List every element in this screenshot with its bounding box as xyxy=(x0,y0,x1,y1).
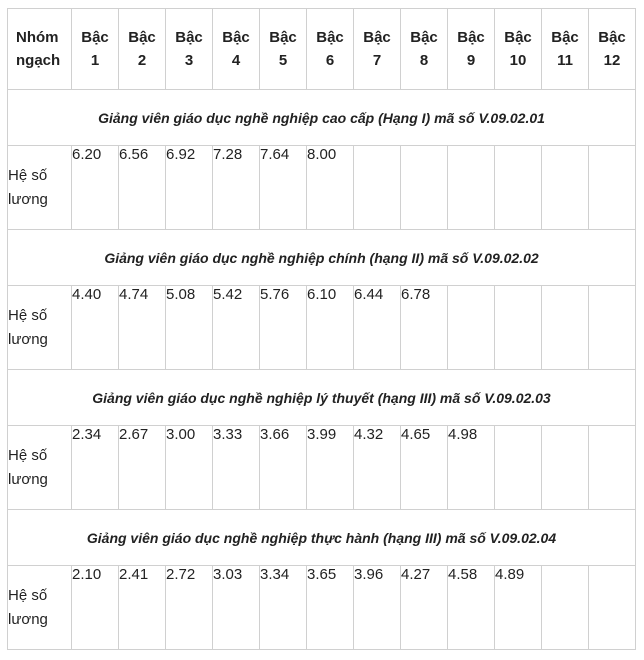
row-label-text: lương xyxy=(8,610,48,628)
coefficient-cell: 2.10 xyxy=(72,566,119,650)
header-number: 6 xyxy=(325,52,335,69)
coefficient-cell xyxy=(589,286,636,370)
header-text: Bậc xyxy=(316,29,344,46)
coefficient-cell xyxy=(589,566,636,650)
header-text: Bậc xyxy=(175,29,203,46)
salary-table xyxy=(7,8,636,650)
header-row xyxy=(8,9,636,90)
coefficient-cell: 6.10 xyxy=(307,286,354,370)
coefficient-cell: 4.74 xyxy=(119,286,166,370)
row-label-text: Hệ số xyxy=(8,446,48,464)
section-title: Giảng viên giáo dục nghề nghiệp lý thuyết (hạng III) mã số V.09.02.03 xyxy=(8,370,636,426)
header-cell-step-3 xyxy=(166,9,213,90)
coefficient-cell xyxy=(448,146,495,230)
section-title: Giảng viên giáo dục nghề nghiệp thực hành (hạng III) mã số V.09.02.04 xyxy=(8,510,636,566)
row-label-text: Hệ số xyxy=(8,586,48,604)
header-cell-step-8 xyxy=(401,9,448,90)
row-label xyxy=(8,566,72,650)
row-label xyxy=(8,286,72,370)
coefficient-cell: 7.64 xyxy=(260,146,307,230)
coefficient-cell xyxy=(401,146,448,230)
coefficient-cell: 3.03 xyxy=(213,566,260,650)
section-row xyxy=(8,370,636,426)
coefficient-cell xyxy=(542,566,589,650)
header-text: Bậc xyxy=(128,29,156,46)
coefficient-row xyxy=(8,426,636,510)
header-cell-step-5 xyxy=(260,9,307,90)
coefficient-cell: 4.40 xyxy=(72,286,119,370)
header-cell-step-6 xyxy=(307,9,354,90)
coefficient-cell: 3.65 xyxy=(307,566,354,650)
row-label-text: lương xyxy=(8,190,48,208)
coefficient-cell xyxy=(589,146,636,230)
row-label xyxy=(8,146,72,230)
coefficient-cell xyxy=(495,426,542,510)
coefficient-cell xyxy=(448,286,495,370)
section-row xyxy=(8,90,636,146)
coefficient-cell xyxy=(542,426,589,510)
coefficient-cell: 5.08 xyxy=(166,286,213,370)
coefficient-cell: 5.42 xyxy=(213,286,260,370)
header-number: 5 xyxy=(278,52,288,69)
header-number: 4 xyxy=(231,52,241,69)
row-label-text: Hệ số xyxy=(8,166,48,184)
header-number: 3 xyxy=(184,52,194,69)
coefficient-cell: 3.00 xyxy=(166,426,213,510)
coefficient-cell: 4.65 xyxy=(401,426,448,510)
header-number: 10 xyxy=(509,52,527,69)
header-text: Bậc xyxy=(598,29,626,46)
row-label-text: Hệ số xyxy=(8,306,48,324)
header-number: 1 xyxy=(90,52,100,69)
header-text: Bậc xyxy=(457,29,485,46)
header-text: Bậc xyxy=(81,29,109,46)
header-cell-step-4 xyxy=(213,9,260,90)
coefficient-cell: 8.00 xyxy=(307,146,354,230)
header-cell-step-12 xyxy=(589,9,636,90)
row-label xyxy=(8,426,72,510)
coefficient-cell: 6.56 xyxy=(119,146,166,230)
header-cell-step-11 xyxy=(542,9,589,90)
coefficient-row xyxy=(8,146,636,230)
coefficient-cell: 3.34 xyxy=(260,566,307,650)
header-text: ngạch xyxy=(16,52,61,69)
header-cell-step-10 xyxy=(495,9,542,90)
coefficient-cell: 2.67 xyxy=(119,426,166,510)
coefficient-cell: 6.92 xyxy=(166,146,213,230)
header-cell-step-2 xyxy=(119,9,166,90)
header-text: Bậc xyxy=(222,29,250,46)
row-label-text: lương xyxy=(8,470,48,488)
header-number: 9 xyxy=(466,52,476,69)
header-text: Bậc xyxy=(269,29,297,46)
coefficient-cell: 2.41 xyxy=(119,566,166,650)
coefficient-cell: 4.89 xyxy=(495,566,542,650)
section-title: Giảng viên giáo dục nghề nghiệp chính (hạng II) mã số V.09.02.02 xyxy=(8,230,636,286)
coefficient-cell: 3.99 xyxy=(307,426,354,510)
coefficient-cell: 4.27 xyxy=(401,566,448,650)
coefficient-cell: 4.32 xyxy=(354,426,401,510)
coefficient-cell: 6.78 xyxy=(401,286,448,370)
coefficient-cell: 3.66 xyxy=(260,426,307,510)
coefficient-cell: 3.33 xyxy=(213,426,260,510)
coefficient-cell xyxy=(589,426,636,510)
header-number: 11 xyxy=(557,52,573,69)
header-text: Bậc xyxy=(363,29,391,46)
coefficient-cell: 5.76 xyxy=(260,286,307,370)
header-text: Bậc xyxy=(551,29,579,46)
coefficient-cell xyxy=(542,286,589,370)
coefficient-cell xyxy=(542,146,589,230)
coefficient-cell xyxy=(495,146,542,230)
coefficient-cell: 6.20 xyxy=(72,146,119,230)
header-number: 7 xyxy=(372,52,382,69)
section-row xyxy=(8,510,636,566)
coefficient-cell: 3.96 xyxy=(354,566,401,650)
header-cell-step-9 xyxy=(448,9,495,90)
header-text: Bậc xyxy=(410,29,438,46)
header-number: 12 xyxy=(603,52,621,69)
header-text: Nhóm xyxy=(16,29,59,46)
section-row xyxy=(8,230,636,286)
header-number: 8 xyxy=(419,52,429,69)
coefficient-cell: 6.44 xyxy=(354,286,401,370)
coefficient-row xyxy=(8,566,636,650)
section-title: Giảng viên giáo dục nghề nghiệp cao cấp (Hạng I) mã số V.09.02.01 xyxy=(8,90,636,146)
header-cell-step-7 xyxy=(354,9,401,90)
coefficient-cell: 7.28 xyxy=(213,146,260,230)
coefficient-cell xyxy=(354,146,401,230)
coefficient-cell: 2.34 xyxy=(72,426,119,510)
coefficient-cell: 4.98 xyxy=(448,426,495,510)
row-label-text: lương xyxy=(8,330,48,348)
header-text: Bậc xyxy=(504,29,532,46)
coefficient-cell xyxy=(495,286,542,370)
coefficient-row xyxy=(8,286,636,370)
header-number: 2 xyxy=(137,52,147,69)
header-cell-rank-group xyxy=(8,9,72,90)
coefficient-cell: 2.72 xyxy=(166,566,213,650)
header-cell-step-1 xyxy=(72,9,119,90)
coefficient-cell: 4.58 xyxy=(448,566,495,650)
